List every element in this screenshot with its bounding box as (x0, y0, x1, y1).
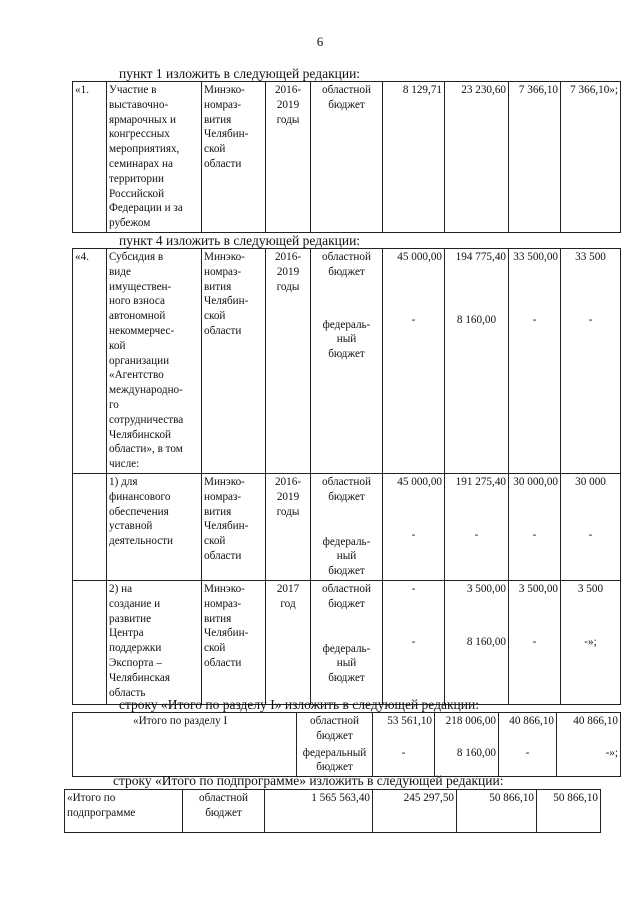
text-line: номраз- (204, 265, 242, 278)
text-line: «Итого по (67, 792, 116, 804)
text-line: областной (322, 582, 371, 595)
text-line: Федерации и за (109, 202, 183, 215)
table-row (73, 249, 621, 474)
value-total-4: 7 366,10»; (561, 82, 621, 233)
text-line: ный (336, 333, 357, 346)
funding-source (311, 249, 383, 474)
table-item-1 (72, 81, 621, 233)
value-col-3: - (499, 745, 557, 777)
text-line: годы (276, 280, 300, 293)
value-col-2: 194 775,40 8 160,00 (445, 249, 509, 474)
text-line: 2019 (276, 265, 300, 278)
text-line: областной (322, 84, 371, 96)
text-line: ской (204, 642, 226, 655)
value-col-3: 50 866,10 (457, 790, 537, 833)
item-name (107, 82, 202, 233)
value-col-2: 218 006,00 (435, 713, 499, 745)
value-col-3: 3 500,00 - (509, 580, 561, 704)
value-col-2: 8 160,00 (435, 745, 499, 777)
text-line: бюджет (328, 265, 365, 278)
text-line: области (204, 656, 242, 669)
value-col-4: 50 866,10 (537, 790, 601, 833)
text-line: номраз- (204, 490, 242, 503)
executor (202, 580, 266, 704)
funding-source (311, 580, 383, 704)
text-line: Минэко- (204, 475, 245, 488)
text-line: федераль- (322, 318, 371, 331)
table-row (73, 82, 621, 233)
text-line: создание и (109, 597, 161, 610)
text-line: подпрограмме (67, 806, 136, 819)
total-label-spacer (73, 745, 297, 777)
text-line: вития (204, 505, 232, 518)
text-line: Минэко- (204, 251, 245, 263)
years (266, 473, 311, 580)
text-line: «Агентство (109, 369, 164, 382)
section1-intro: пункт 1 изложить в следующей редакции: (119, 66, 361, 81)
value-col-2: 3 500,00 8 160,00 (445, 580, 509, 704)
value-col-4: 3 500 -»; (561, 580, 621, 704)
text-line: Центра (109, 627, 144, 640)
value-col-1: 53 561,10 (373, 713, 435, 745)
text-line: 1) для (109, 475, 138, 488)
text-line: бюджет (328, 98, 365, 111)
text-line: 2019 (276, 98, 300, 111)
text-line: областной (322, 475, 371, 488)
table-item-4 (72, 248, 621, 705)
text-line: 2016- (274, 475, 302, 488)
text-line: кой (109, 339, 126, 352)
text-line: 2016- (274, 84, 302, 96)
text-line: финансового (109, 490, 171, 503)
text-line: 2016- (274, 251, 302, 263)
text-line: ный (336, 657, 357, 670)
executor (202, 473, 266, 580)
total-label: «Итого по разделу I (73, 713, 297, 745)
value-col-2: 191 275,40 - (445, 473, 509, 580)
text-line: семинарах на (109, 157, 173, 170)
section3-intro: строку «Итого по разделу I» изложить в следующей редакции: (119, 697, 479, 712)
row-number (73, 473, 107, 580)
value-col-4: 40 866,10 (557, 713, 621, 745)
row-number: «4. (73, 249, 107, 474)
value-col-1: - (373, 745, 435, 777)
value-col-1: - - (383, 580, 445, 704)
section2-intro: пункт 4 изложить в следующей редакции: (119, 233, 361, 248)
text-line: Челябин- (204, 295, 249, 308)
text-line: федеральный (302, 746, 367, 759)
page-number: 6 (316, 34, 324, 49)
value-col-1: 45 000,00 - (383, 249, 445, 474)
text-line: го (109, 398, 119, 411)
value-col-4: 30 000 - (561, 473, 621, 580)
funding-source (297, 713, 373, 745)
table-row (73, 580, 621, 704)
text-line: территории (109, 172, 164, 185)
years (266, 249, 311, 474)
text-line: ный (336, 550, 357, 563)
text-line: деятельности (109, 535, 174, 548)
text-line: Челябин- (204, 520, 249, 533)
value-total-1: 8 129,71 (383, 82, 445, 233)
text-line: вития (204, 612, 232, 625)
text-line: имуществен- (109, 280, 172, 293)
table-row (73, 745, 621, 777)
funding-source (297, 745, 373, 777)
text-line: Челябин- (204, 128, 249, 141)
text-line: номраз- (204, 597, 242, 610)
text-line: поддержки (109, 642, 162, 655)
total-label (65, 790, 183, 833)
text-line: область (109, 686, 146, 699)
table-total-section (72, 712, 621, 777)
value-col-4: 33 500 - (561, 249, 621, 474)
text-line: конгрессных (109, 128, 170, 141)
text-line: обеспечения (109, 505, 169, 518)
item-name (107, 473, 202, 580)
text-line: виде (109, 265, 131, 278)
text-line: вития (204, 113, 232, 126)
text-line: бюджет (328, 672, 365, 685)
text-line: области (204, 324, 242, 337)
text-line: областной (310, 715, 359, 727)
text-line: ской (204, 143, 226, 156)
text-line: Участие в (109, 84, 157, 96)
text-line: автономной (109, 310, 166, 323)
text-line: 2) на (109, 582, 133, 595)
years (266, 580, 311, 704)
text-line: Минэко- (204, 582, 245, 595)
text-line: вития (204, 280, 232, 293)
funding-source (183, 790, 265, 833)
text-line: областной (199, 792, 248, 804)
years (266, 82, 311, 233)
text-line: бюджет (328, 597, 365, 610)
text-line: Экспорта – (109, 656, 162, 669)
text-line: годы (276, 505, 300, 518)
table-total-subprogram (64, 789, 601, 833)
text-line: уставной (109, 520, 153, 533)
text-line: некоммерчес- (109, 324, 175, 337)
text-line: бюджет (328, 565, 365, 578)
text-line: выставочно- (109, 98, 169, 111)
value-total-2: 23 230,60 (445, 82, 509, 233)
text-line: развитие (109, 612, 152, 625)
text-line: 2017 (276, 582, 300, 595)
table-row (73, 713, 621, 745)
text-line: мероприятиях, (109, 143, 180, 156)
text-line: Минэко- (204, 84, 245, 96)
text-line: бюджет (316, 761, 353, 774)
value-total-3: 7 366,10 (509, 82, 561, 233)
section4-intro: строку «Итого по подпрограмме» изложить в следующей редакции: (113, 773, 504, 788)
text-line: сотрудничества (109, 413, 184, 426)
item-name (107, 580, 202, 704)
text-line: Челябинская (109, 671, 170, 684)
text-line: номраз- (204, 98, 242, 111)
text-line: год (280, 597, 296, 610)
text-line: ской (204, 310, 226, 323)
text-line: области (204, 157, 242, 170)
text-line: областной (322, 251, 371, 263)
table-row (73, 473, 621, 580)
text-line: области (204, 549, 242, 562)
value-col-3: 30 000,00 - (509, 473, 561, 580)
text-line: области», в том (109, 443, 183, 456)
executor (202, 249, 266, 474)
text-line: бюджет (205, 806, 242, 819)
text-line: Челябинской (109, 428, 172, 441)
text-line: Субсидия в (109, 251, 164, 263)
table-row (65, 790, 601, 833)
row-number (73, 580, 107, 704)
text-line: Российской (109, 187, 165, 200)
executor (202, 82, 266, 233)
text-line: бюджет (328, 490, 365, 503)
text-line: ской (204, 535, 226, 548)
item-name (107, 249, 202, 474)
text-line: ярмарочных и (109, 113, 176, 126)
text-line: организации (109, 354, 170, 367)
value-col-4: -»; (557, 745, 621, 777)
value-col-3: 33 500,00 - (509, 249, 561, 474)
value-col-1: 45 000,00 - (383, 473, 445, 580)
row-number: «1. (73, 82, 107, 233)
funding-source (311, 473, 383, 580)
text-line: международно- (109, 384, 183, 397)
value-col-1: 1 565 563,40 (265, 790, 373, 833)
text-line: рубежом (109, 217, 151, 230)
funding-source (311, 82, 383, 233)
text-line: федераль- (322, 535, 371, 548)
value-col-2: 245 297,50 (373, 790, 457, 833)
text-line: федераль- (322, 642, 371, 655)
text-line: ного взноса (109, 295, 165, 308)
value-col-3: 40 866,10 (499, 713, 557, 745)
text-line: числе: (109, 458, 140, 471)
text-line: Челябин- (204, 627, 249, 640)
text-line: 2019 (276, 490, 300, 503)
text-line: бюджет (328, 348, 365, 361)
text-line: бюджет (316, 729, 353, 742)
text-line: годы (276, 113, 300, 126)
